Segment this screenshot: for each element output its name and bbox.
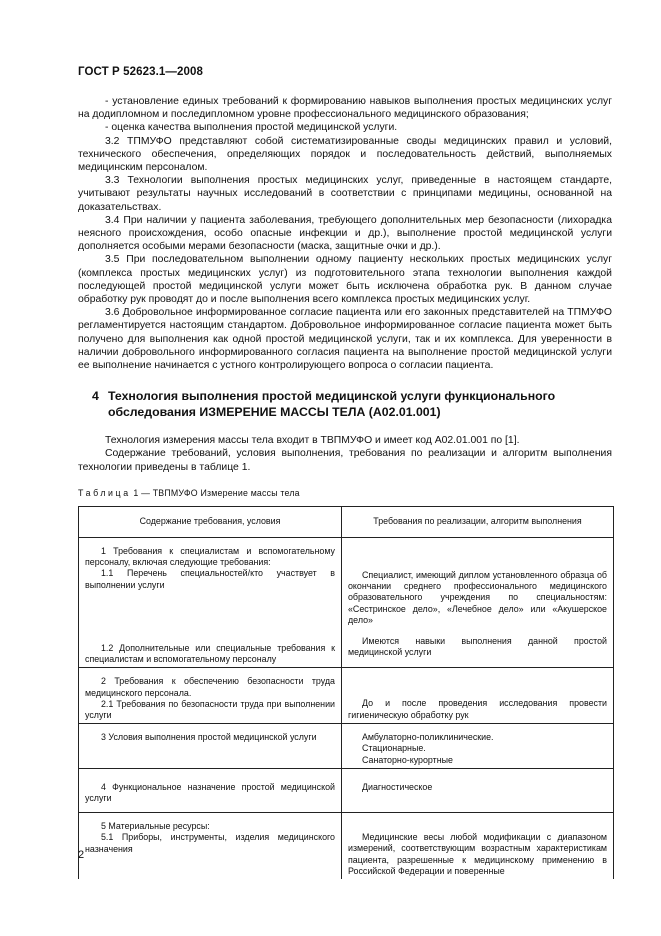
table-cell-left — [79, 538, 342, 668]
section-title: Технология выполнения простой медицинской услуги функционального обследования ИЗМЕРЕНИЕ МАССЫ ТЕЛА (А02.01.001) — [108, 389, 556, 420]
table-header-row — [79, 507, 614, 538]
cell-text: 1 Требования к специалистам и вспомогательному персоналу, включая следующие требования: — [85, 546, 335, 568]
document-header: ГОСТ Р 52623.1—2008 — [78, 66, 203, 78]
table-cell-left — [79, 813, 342, 879]
requirements-table — [78, 506, 614, 879]
cell-text: Стационарные. — [362, 743, 426, 754]
section-heading — [78, 388, 612, 420]
cell-text: 2 Требования к обеспечению безопасности труда медицинского персонала. — [85, 676, 335, 698]
table-cell-left — [79, 724, 342, 769]
paragraph: 3.6 Добровольное информированное согласие пациента или его законных представителей на ТПМУФО регламентируется настоящим стандартом. Добровольное информированное согласие пациента может быть получено для выполнения как одной простой медицинской услуги, так и их комплекса. Для уверенности в наличии добровольного информированного согласия пациента на выполнение простой медицинской услуги ее выполнение начинается с устного контролирующего вопроса о согласии пациента. — [78, 307, 612, 372]
table-cell-right — [342, 538, 614, 668]
paragraph: 3.2 ТПМУФО представляют собой систематизированные своды медицинских правил и условий, технического обеспечения, определяющих порядок и последовательность действий, выполняемых медицинским персоналом. — [78, 135, 612, 174]
table-cell-right — [342, 813, 614, 879]
section-number: 4 — [92, 389, 99, 404]
table-caption-text: 1 — ТВПМУФО Измерение массы тела — [133, 487, 300, 498]
cell-text: 5 Материальные ресурсы: — [101, 821, 210, 832]
paragraph: 3.4 При наличии у пациента заболевания, требующего дополнительных мер безопасности (лихорадка неясного происхождения, особо опасные инфекции и др.), выполнение простой медицинской услуги дополняется особыми мерами безопасности (маска, защитные очки и др.). — [78, 214, 612, 253]
table-header-cell: Требования по реализации, алгоритм выполнения — [342, 507, 614, 538]
table-cell-left — [79, 768, 342, 812]
cell-text: Санаторно-курортные — [362, 754, 453, 765]
cell-text: Медицинские весы любой модификации с диапазоном измерений, соответствующим возрастным характеристикам пациента, разрешенные к медицинскому применению в Российской Федерации и поверенные — [348, 832, 607, 876]
paragraph: - установление единых требований к формированию навыков выполнения простых медицинских услуг на додипломном и последипломном уровне профессионального медицинского образования; — [78, 96, 612, 121]
cell-text: 1.2 Дополнительные или специальные требования к специалистам и вспомогательному персоналу — [85, 642, 335, 665]
table-cell-left — [79, 668, 342, 724]
cell-text: 4 Функциональное назначение простой медицинской услуги — [85, 781, 335, 803]
table-cell-right — [342, 668, 614, 724]
cell-text: Имеются навыки выполнения данной простой медицинской услуги — [348, 636, 607, 658]
cell-text: Диагностическое — [362, 781, 433, 792]
page-number: 2 — [78, 849, 85, 861]
paragraph: 3.3 Технологии выполнения простых медицинских услуг, приведенные в настоящем стандарте, учитывают результаты научных исследований в соответствии с принципами медицины, основанной на доказательствах. — [78, 175, 612, 213]
paragraph: - оценка качества выполнения простой медицинской услуги. — [105, 122, 398, 134]
table-row — [79, 724, 614, 769]
cell-text: 1.1 Перечень специальностей/кто участвует в выполнении услуги — [85, 568, 335, 590]
paragraph: Содержание требований, условия выполнения, требования по реализации и алгоритм выполнения технологии приведены в таблице 1. — [78, 448, 612, 473]
cell-text: Специалист, имеющий диплом установленного образца об окончании среднего профессионального медицинского образовательного учреждения по специальностям: «Сестринское дело», «Лечебное дело» или «Акушерское дело» — [348, 570, 607, 625]
cell-text: До и после проведения исследования провести гигиеническую обработку рук — [348, 698, 607, 720]
table-caption — [78, 487, 612, 500]
table-row — [79, 668, 614, 724]
document-body — [78, 95, 612, 879]
table-row — [79, 538, 614, 668]
table-header-cell: Содержание требования, условия — [79, 507, 342, 538]
table-caption-label: Таблица — [78, 487, 131, 498]
paragraph: 3.5 При последовательном выполнении одному пациенту нескольких простых медицинских услуг (комплекса простых медицинских услуг) из подготовительного этапа технологии выполнения каждой последующей простой медицинской услуги может быть исключена обработка рук. В данном случае обработку рук проводят до и после выполнения всего комплекса простых медицинских услуг. — [78, 254, 612, 306]
cell-text: 2.1 Требования по безопасности труда при выполнении услуги — [85, 698, 335, 720]
table-row — [79, 768, 614, 812]
cell-text: Амбулаторно-поликлинические. — [362, 732, 494, 743]
cell-text: 5.1 Приборы, инструменты, изделия медицинского назначения — [85, 832, 335, 854]
paragraph: Технология измерения массы тела входит в ТВПМУФО и имеет код А02.01.001 по [1]. — [105, 435, 520, 447]
table-cell-right — [342, 724, 614, 769]
cell-text: 3 Условия выполнения простой медицинской услуги — [101, 732, 317, 743]
table-cell-right — [342, 768, 614, 812]
table-row — [79, 813, 614, 879]
